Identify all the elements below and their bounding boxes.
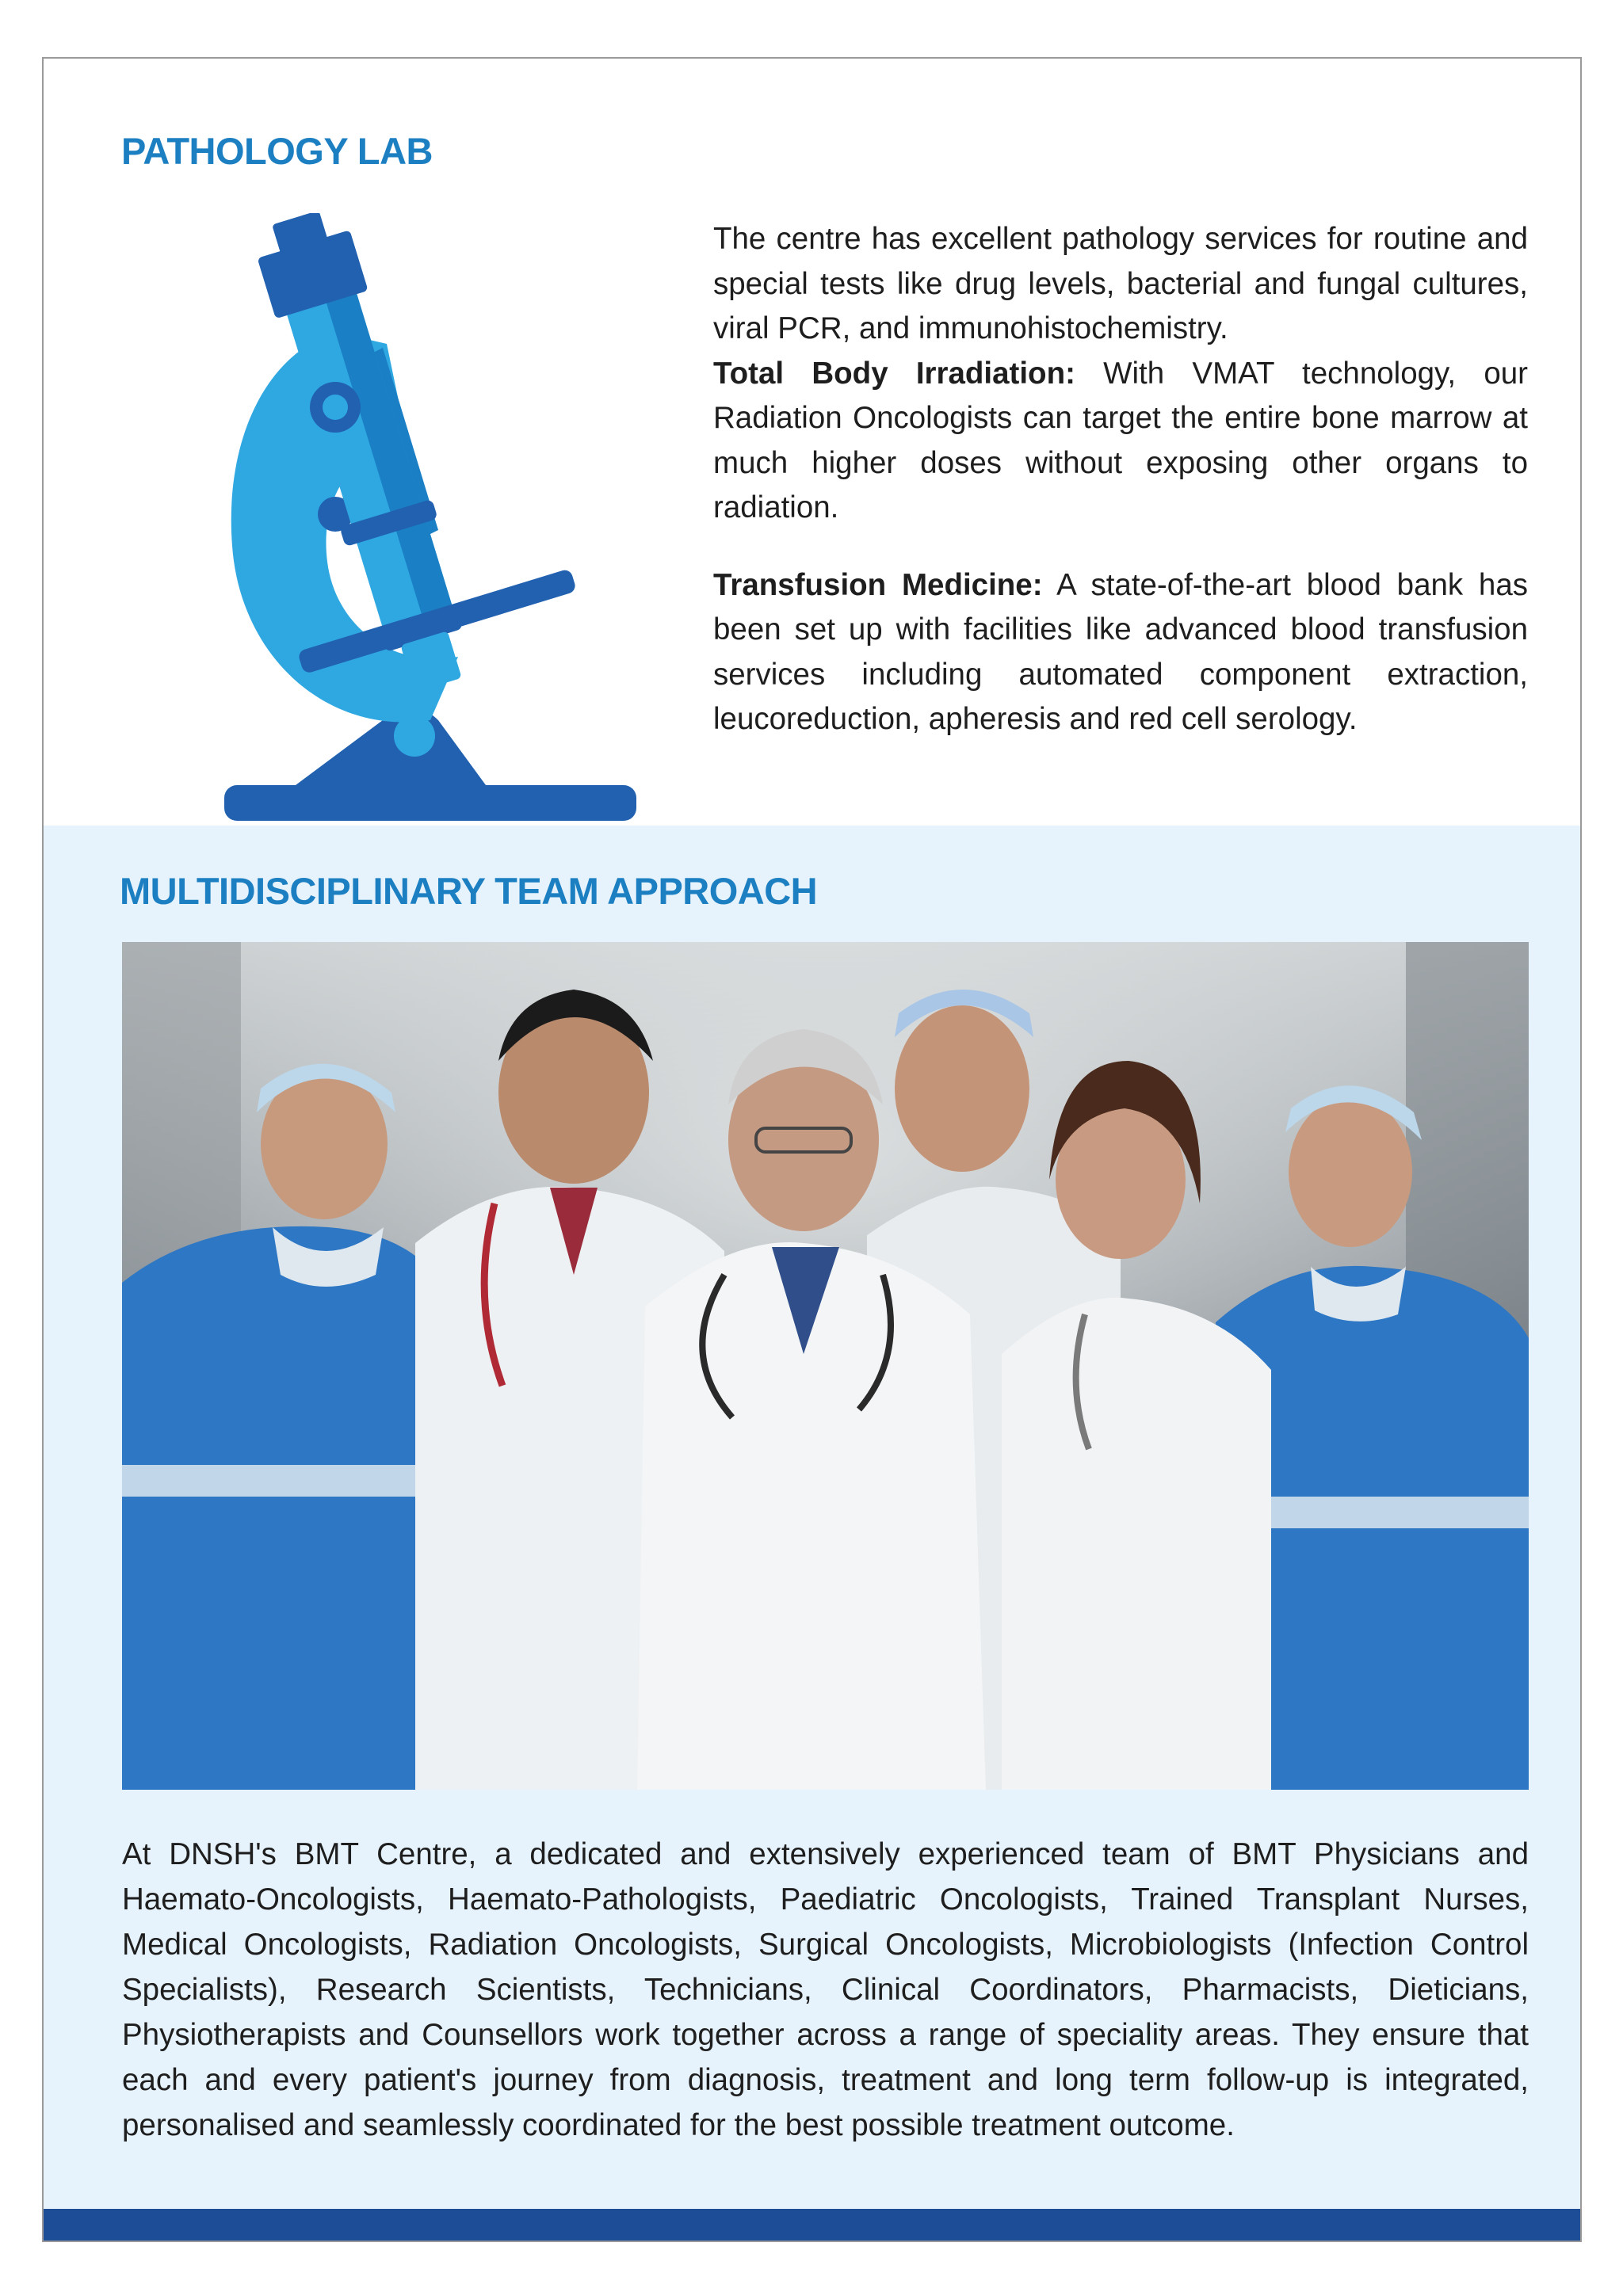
pathology-intro: The centre has excellent pathology services for routine and special tests like drug levels, bacterial and fungal cultures, viral PCR, and immunohistochemistry. <box>713 222 1528 345</box>
transfusion-paragraph <box>713 563 1528 742</box>
team-heading: MULTIDISCIPLINARY TEAM APPROACH <box>120 870 818 912</box>
tbi-label: Total Body Irradiation: <box>713 356 1075 391</box>
team-description: At DNSH's BMT Centre, a dedicated and extensively experienced team of BMT Physicians and Haemato-Oncologists, Haemato-Pathologists, Paediatric Oncologists, Trained Transplant Nurses, Medical Oncologists, Radiation Oncologists, Surgical Oncologists, Microbiologists (Infection Control Specialists), Research Scientists, Technicians, Clinical Coordinators, Pharmacists, Dieticians, Physiotherapists and Counsellors work together across a range of speciality areas. They ensure that each and every patient's journey from diagnosis, treatment and long term follow-up is integrated, personalised and seamlessly coordinated for the best possible treatment outcome. <box>122 1837 1529 2142</box>
pathology-lab-heading: PATHOLOGY LAB <box>121 130 433 172</box>
tbi-text: With VMAT technology, our Radiation Oncologists can target the entire bone marrow at much higher doses without exposing other organs to radiation. <box>713 356 1528 524</box>
transfusion-text: A state-of-the-art blood bank has been set up with facilities like advanced blood transfusion services including automated component extraction, leucoreduction, apheresis and red cell serology. <box>713 567 1528 736</box>
tbi-paragraph <box>713 352 1528 531</box>
transfusion-label: Transfusion Medicine: <box>713 567 1043 602</box>
page-frame <box>42 57 1582 2242</box>
footer-bar <box>44 2209 1580 2241</box>
team-photo <box>122 942 1529 1790</box>
microscope-icon <box>177 213 644 827</box>
pathology-lab-text <box>713 217 1528 742</box>
